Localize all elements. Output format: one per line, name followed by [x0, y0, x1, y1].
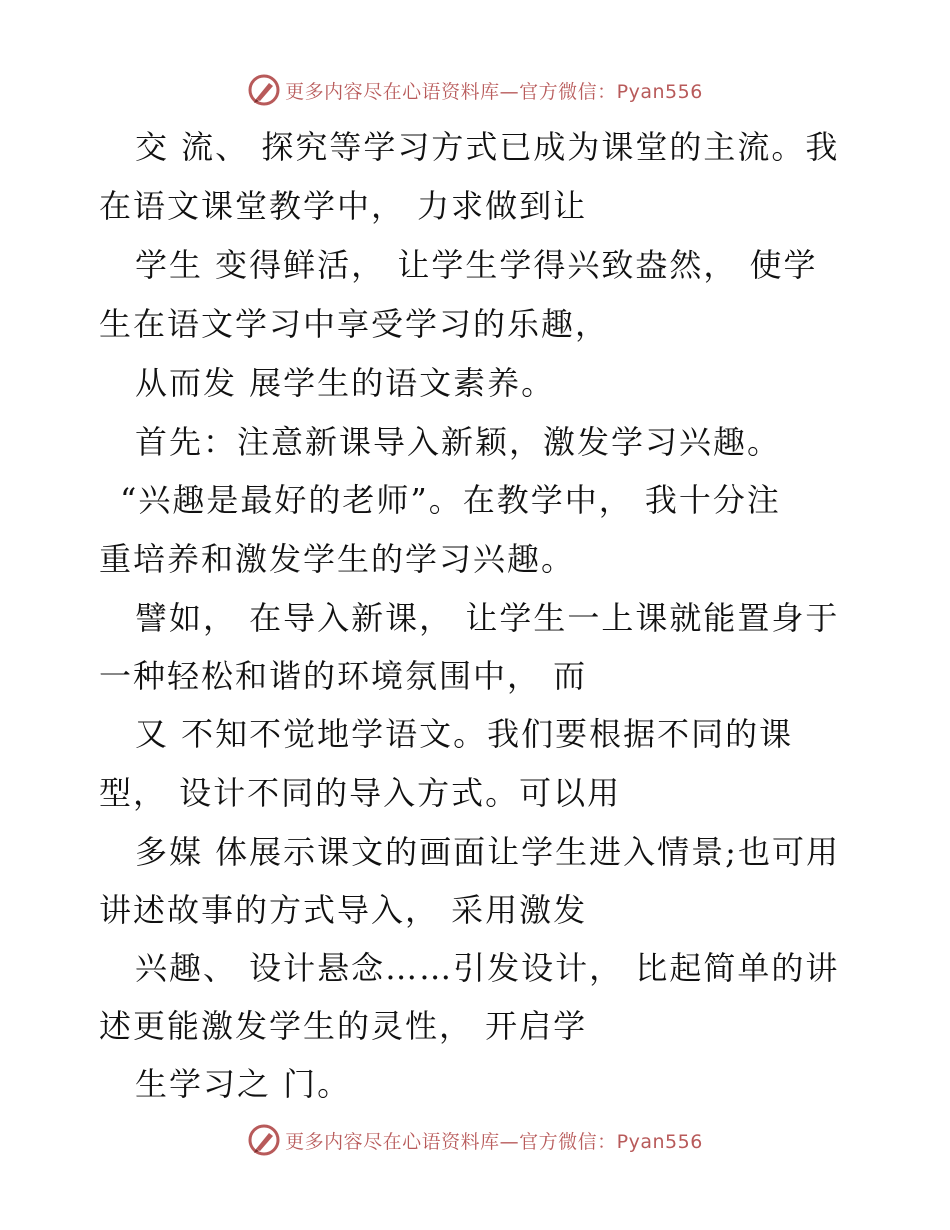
text-line: 从而发 展学生的语文素养。	[135, 364, 556, 402]
text-line: 交 流、 探究等学习方式已成为课堂的主流。我	[135, 128, 840, 166]
pen-logo-icon	[247, 1123, 281, 1157]
text-line: “兴趣是最好的老师”。在教学中， 我十分注	[120, 481, 781, 519]
text-line: 一种轻松和谐的环境氛围中， 而	[99, 657, 588, 695]
text-line: 譬如， 在导入新课， 让学生一上课就能置身于	[135, 599, 840, 637]
text-line: 讲述故事的方式导入， 采用激发	[99, 891, 588, 929]
text-line: 又 不知不觉地学语文。我们要根据不同的课	[135, 715, 794, 753]
footer-banner	[0, 1120, 950, 1160]
text-line: 生在语文学习中享受学习的乐趣，	[99, 305, 610, 343]
text-line: 述更能激发学生的灵性， 开启学	[99, 1007, 588, 1045]
text-line: 学生 变得鲜活， 让学生学得兴致盎然， 使学	[135, 246, 818, 284]
text-line: 多媒 体展示课文的画面让学生进入情景;也可用	[135, 833, 840, 871]
header-banner-text: 更多内容尽在心语资料库—官方微信：Pyan556	[285, 80, 703, 103]
text-line: 兴趣、 设计悬念……引发设计， 比起简单的讲	[135, 949, 840, 987]
footer-banner-text: 更多内容尽在心语资料库—官方微信：Pyan556	[285, 1130, 703, 1153]
text-line: 首先：注意新课导入新颖，激发学习兴趣。	[135, 423, 782, 461]
text-line: 型， 设计不同的导入方式。可以用	[99, 774, 622, 812]
text-line: 在语文课堂教学中， 力求做到让	[99, 187, 588, 225]
text-line: 重培养和激发学生的学习兴趣。	[99, 540, 576, 578]
text-line: 生学习之 门。	[135, 1065, 352, 1103]
